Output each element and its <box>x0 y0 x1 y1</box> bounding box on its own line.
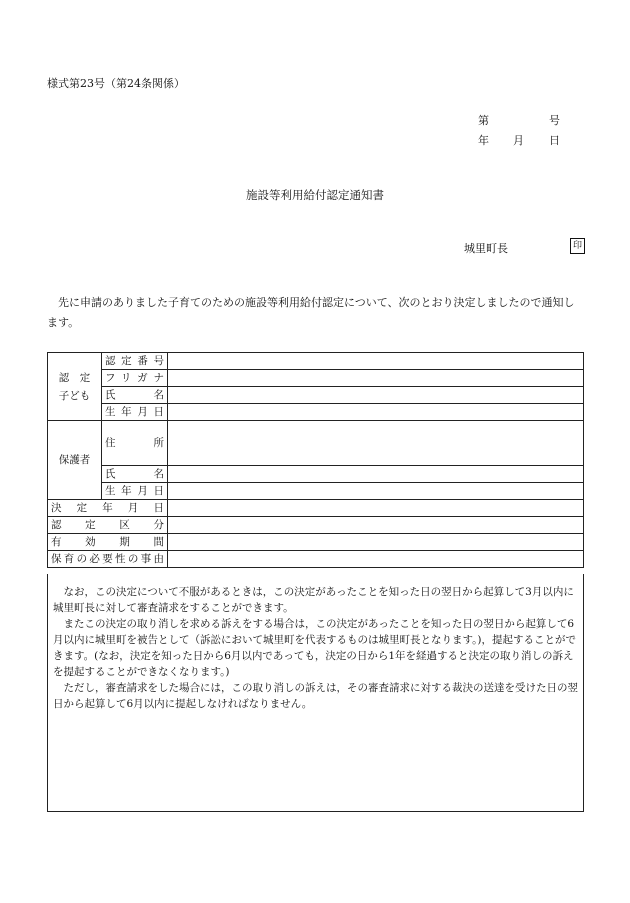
note-paragraph: またこの決定の取り消しを求める訴えをする場合は，この決定があったことを知った日の翌日から起算して6月以内に城里町を被告として（訴訟において城里町を代表するものは城里町長となります。)，提起することができます。(なお，決定を知った日から6月以内であっても，決定の日から1年を経過すると決定の取り消しの訴えを提起することができなくなります。) <box>53 618 577 678</box>
note-paragraph: ただし，審査請求をした場合には，この取り消しの訴えは，その審査請求に対する裁決の送達を受けた日の翌日から起算して6月以内に提起しなければなりません。 <box>53 682 578 710</box>
row-label: 生年月日 <box>102 483 168 500</box>
table-row <box>48 517 584 534</box>
number-suffix: 号 <box>549 114 560 127</box>
row-label: 認定番号 <box>102 353 168 370</box>
issuer-name: 城里町長 <box>464 242 508 255</box>
table-row <box>48 404 584 421</box>
row-label: 有効期間 <box>48 534 168 551</box>
number-prefix: 第 <box>478 114 489 127</box>
table-row <box>48 534 584 551</box>
form-number: 様式第23号（第24条関係） <box>47 77 185 90</box>
guardian-group-label: 保護者 <box>48 421 102 500</box>
document-title: 施設等利用給付認定通知書 <box>246 188 384 202</box>
value-cell[interactable] <box>168 421 584 466</box>
value-cell[interactable] <box>168 517 584 534</box>
value-cell[interactable] <box>168 466 584 483</box>
certification-table <box>47 352 584 568</box>
table-row <box>48 370 584 387</box>
date-year: 年 <box>478 134 489 147</box>
table-row <box>48 551 584 568</box>
row-label: 生年月日 <box>102 404 168 421</box>
note-paragraph: なお，この決定について不服があるときは，この決定があったことを知った日の翌日から起算して3月以内に城里町長に対して審査請求をすることができます。 <box>53 586 574 614</box>
table-row <box>48 483 584 500</box>
value-cell[interactable] <box>168 387 584 404</box>
date-day: 日 <box>549 134 560 147</box>
value-cell[interactable] <box>168 534 584 551</box>
value-cell[interactable] <box>168 551 584 568</box>
value-cell[interactable] <box>168 353 584 370</box>
row-label: 決定年月日 <box>48 500 168 517</box>
table-row <box>48 421 584 466</box>
row-label: 認定区分 <box>48 517 168 534</box>
row-label: 保育の必要性の事由 <box>48 551 168 568</box>
value-cell[interactable] <box>168 404 584 421</box>
table-row <box>48 353 584 370</box>
value-cell[interactable] <box>168 370 584 387</box>
row-label: 氏名 <box>102 387 168 404</box>
intro-paragraph: 先に申請のありました子育てのための施設等利用給付認定について、次のとおり決定しましたので通知します。 <box>47 296 575 329</box>
table-row <box>48 387 584 404</box>
notes-box <box>47 574 584 812</box>
table-row <box>48 500 584 517</box>
child-group-label: 認 定 子ども <box>48 353 102 421</box>
seal-mark: 印 <box>570 238 585 254</box>
value-cell[interactable] <box>168 483 584 500</box>
row-label: 氏名 <box>102 466 168 483</box>
table-row <box>48 466 584 483</box>
date-month: 月 <box>513 134 524 147</box>
row-label: 住所 <box>102 421 168 466</box>
row-label: フリガナ <box>102 370 168 387</box>
value-cell[interactable] <box>168 500 584 517</box>
